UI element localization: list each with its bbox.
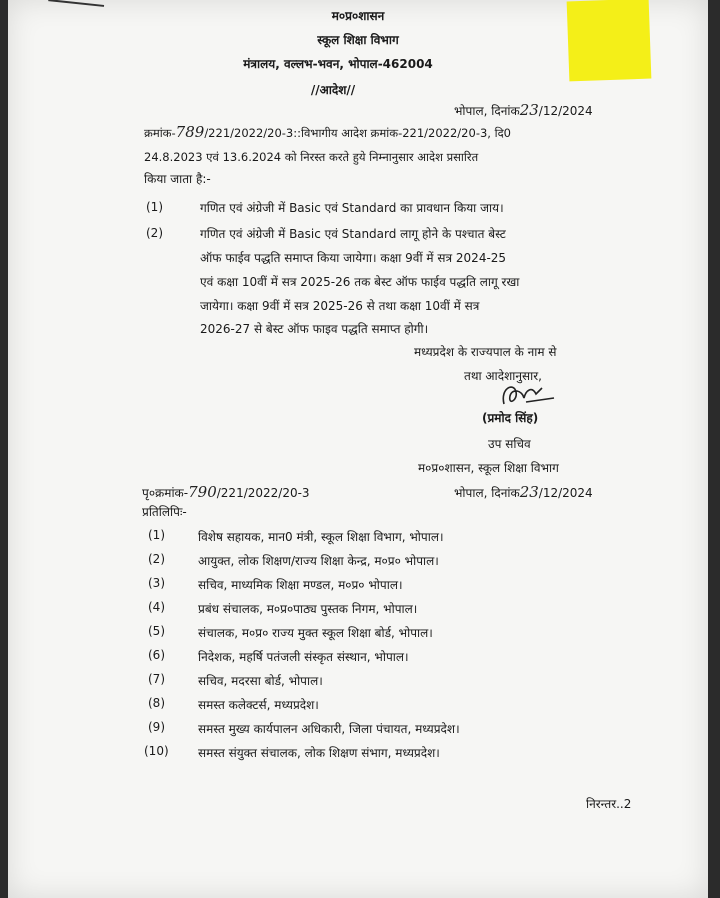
copy-number: (2) [148, 552, 165, 566]
copy-number: (7) [148, 672, 165, 686]
governor-line: मध्यप्रदेश के राज्यपाल के नाम से [414, 345, 557, 359]
point-line: ऑफ फाईव पद्धति समाप्त किया जायेगा। कक्षा 9वीं में सत्र 2024-25 [200, 251, 507, 265]
copy-recipient: प्रबंध संचालक, म०प्र०पाठ्य पुस्तक निगम, भोपाल। [198, 602, 418, 616]
copy-recipient: निदेशक, महर्षि पतंजली संस्कृत संस्थान, भोपाल। [198, 650, 409, 664]
copy-recipient: सचिव, मदरसा बोर्ड, भोपाल। [198, 674, 323, 688]
copy-number: (8) [148, 696, 165, 710]
copy-recipient: समस्त कलेक्टर्स, मध्यप्रदेश। [198, 698, 319, 712]
point-number: (1) [146, 200, 163, 214]
point-line: एवं कक्षा 10वीं में सत्र 2025-26 तक बेस्ट ऑफ फाईव पद्धति लागू रखा [200, 275, 520, 289]
copy-number: (4) [148, 600, 165, 614]
copy-recipient: संचालक, म०प्र० राज्य मुक्त स्कूल शिक्षा बोर्ड, भोपाल। [198, 626, 433, 640]
header-line4: //आदेश// [310, 83, 356, 97]
endorsement-date: भोपाल, दिनांक23/12/2024 [454, 483, 593, 501]
order-date: भोपाल, दिनांक23/12/2024 [454, 101, 593, 119]
copy-number: (10) [144, 744, 169, 758]
document-page [8, 0, 708, 898]
header-line2: स्कूल शिक्षा विभाग [317, 33, 399, 47]
copy-number: (1) [148, 528, 165, 542]
point-line: गणित एवं अंग्रेजी में Basic एवं Standard लागू होने के पश्चात बेस्ट [200, 227, 506, 241]
point-number: (2) [146, 226, 163, 240]
order-body-line3: किया जाता है:- [144, 172, 211, 186]
point-line: गणित एवं अंग्रेजी में Basic एवं Standard का प्रावधान किया जाय। [200, 201, 504, 215]
signatory-designation: उप सचिव [488, 437, 531, 451]
copy-recipient: विशेष सहायक, मान0 मंत्री, स्कूल शिक्षा विभाग, भोपाल। [198, 530, 444, 544]
point-line: 2026-27 से बेस्ट ऑफ फाइव पद्धति समाप्त होगी। [200, 322, 429, 336]
order-line: तथा आदेशानुसार, [464, 369, 542, 383]
copy-number: (3) [148, 576, 165, 590]
order-body-line2: 24.8.2023 एवं 13.6.2024 को निरस्त करते हुये निम्नानुसार आदेश प्रसारित [144, 150, 479, 164]
copy-number: (9) [148, 720, 165, 734]
copy-number: (6) [148, 648, 165, 662]
header-line3: मंत्रालय, वल्लभ-भवन, भोपाल-462004 [243, 57, 433, 71]
signatory-name: (प्रमोद सिंह) [482, 411, 539, 425]
header-line1: म०प्र०शासन [331, 9, 385, 23]
copy-recipient: समस्त मुख्य कार्यपालन अधिकारी, जिला पंचायत, मध्यप्रदेश। [198, 722, 460, 736]
copy-number: (5) [148, 624, 165, 638]
endorsement-number: पृ०क्रमांक-790/221/2022/20-3 [142, 483, 310, 501]
copy-recipient: आयुक्त, लोक शिक्षण/राज्य शिक्षा केन्द्र, म०प्र० भोपाल। [198, 554, 439, 568]
continued-marker: निरन्तर..2 [586, 797, 632, 811]
copy-label: प्रतिलिपिः- [142, 505, 187, 519]
copy-recipient: सचिव, माध्यमिक शिक्षा मण्डल, म०प्र० भोपाल। [198, 578, 403, 592]
order-number-line: क्रमांक-789/221/2022/20-3::विभागीय आदेश क्रमांक-221/2022/20-3, दि0 [144, 123, 511, 141]
signature [496, 378, 556, 414]
copy-recipient: समस्त संयुक्त संचालक, लोक शिक्षण संभाग, मध्यप्रदेश। [198, 746, 440, 760]
point-line: जायेगा। कक्षा 9वीं में सत्र 2025-26 से तथा कक्षा 10वीं में सत्र [200, 299, 480, 313]
signatory-dept: म०प्र०शासन, स्कूल शिक्षा विभाग [418, 461, 559, 475]
